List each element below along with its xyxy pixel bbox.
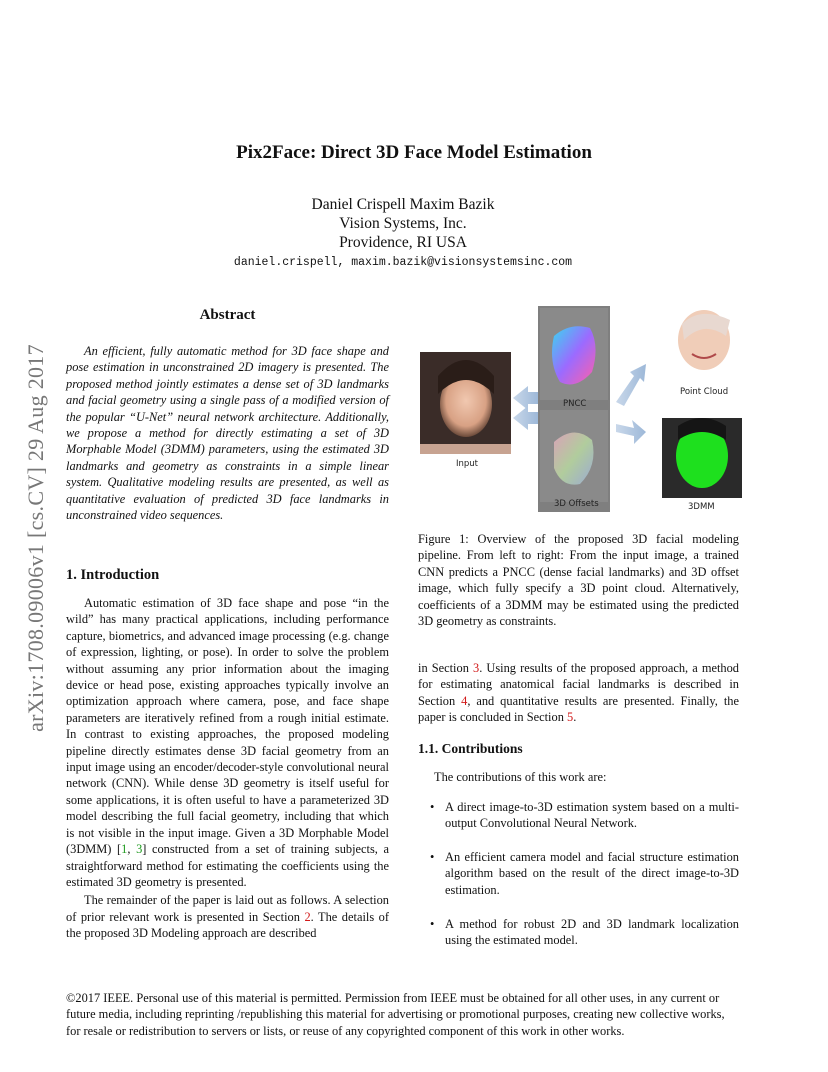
- bullet-dot: •: [430, 800, 435, 814]
- threedmm-image: [662, 418, 742, 498]
- intro-p1-comma: ,: [127, 842, 137, 857]
- outline-text-a: in Section: [418, 661, 473, 675]
- location: Providence, RI USA: [339, 234, 467, 251]
- intro-paragraph-1: [66, 595, 389, 890]
- right-column-paragraph: [418, 660, 739, 726]
- paper-title: Pix2Face: Direct 3D Face Model Estimation: [236, 142, 592, 163]
- figure-label-offsets: 3D Offsets: [554, 499, 599, 509]
- figure-label-3dmm: 3DMM: [688, 502, 715, 512]
- pncc-image: [540, 308, 608, 400]
- section-heading-introduction: 1. Introduction: [66, 567, 160, 583]
- abstract-paragraph: An efficient, fully automatic method for 3D face shape and pose estimation in unconstrained 2D imagery is presented. The proposed method jointly estimates a dense set of 3D landmarks and facial geometry using a single pass of a modified version of the popular “U-Net” neural network architecture. Additionally, we propose a method for directly estimating a set of 3D Morphable Model (3DMM) parameters, using the estimated 3D landmarks and geometry as constraints in a simple linear system. Qualitative modeling results are presented, as well as quantitative evaluation of predicted 3D face landmarks in unconstrained video sequences.: [66, 344, 389, 523]
- input-photo: [420, 352, 511, 454]
- section-link-3[interactable]: 3: [472, 661, 480, 675]
- list-item: [430, 849, 739, 898]
- list-item-text: A method for robust 2D and 3D landmark localization using the estimated model.: [445, 917, 739, 948]
- figure-1-caption: [418, 531, 739, 629]
- list-item-text: An efficient camera model and facial structure estimation algorithm based on the result of the direct image-to-3D estimation.: [445, 850, 739, 897]
- figure-label-point-cloud: Point Cloud: [680, 387, 729, 397]
- point-cloud-image: [678, 310, 730, 370]
- figure-label-input: Input: [456, 459, 479, 469]
- abstract-text: [66, 343, 389, 523]
- copyright-notice: ©2017 IEEE. Personal use of this material is permitted. Permission from IEEE must be obtained for all other uses, in any current or future media, including reprinting /republishing this material for advertising or promotional purposes, creating new collective works, for resale or redistribution to servers or lists, or reuse of any copyrighted component of this work in other works.: [66, 991, 725, 1038]
- bullet-dot: •: [430, 850, 435, 864]
- offsets-image: [540, 410, 608, 502]
- arxiv-stamp: [16, 344, 56, 732]
- section-heading-contributions: 1.1. Contributions: [418, 741, 523, 756]
- citation-link-1[interactable]: 1: [121, 842, 128, 857]
- outline-text-b: . Using results of the proposed approach, a method for estimating anatomical facial landmarks is described in Section: [418, 661, 739, 708]
- intro-p1-text-b: ] constructed from a set of training subjects, a straightforward method for estimating the coefficients using the estimated 3D geometry is presented.: [66, 842, 389, 889]
- introduction-body: [66, 595, 389, 942]
- outline-text-c: , and quantitative results are presented. Finally, the paper is concluded in Section: [418, 693, 739, 725]
- intro-p1-text-a: Automatic estimation of 3D face shape and pose “in the wild” has many practical applications, including performance capture, biometrics, and advanced image processing (e.g. change of expression, lighting, or pose). In order to solve the problem without assuming any prior information about the imaging device or head pose, existing approaches typically involve an optimization approach where camera, pose, and face shape parameters are iteratively refined from a rough initial estimate. In contrast to existing approaches, the proposed modeling pipeline directly estimates dense 3D facial geometry from an input image using an encoder/decoder-style convolutional neural network (CNN). While dense 3D geometry is itself useful for some applications, it is often useful to have a parameterized 3D model describing the full facial geometry, including that which is not visible in the input image. Given a 3D Morphable Model (3DMM) [: [66, 596, 389, 857]
- bullet-dot: •: [430, 917, 435, 931]
- abstract-heading: Abstract: [199, 307, 256, 323]
- intro-p2-text-a: The remainder of the paper is laid out as follows. A selection of prior relevant work is presented in Section: [66, 893, 389, 924]
- intro-p2-text-b: . The details of the proposed 3D Modeling approach are described: [66, 909, 389, 941]
- arxiv-stamp-text: arXiv:1708.09006v1 [cs.CV] 29 Aug 2017: [23, 344, 48, 732]
- figure-label-pncc: PNCC: [563, 399, 587, 409]
- author-email: daniel.crispell, maxim.bazik@visionsystemsinc.com: [233, 256, 573, 269]
- caption-text: Figure 1: Overview of the proposed 3D facial modeling pipeline. From left to right: From the input image, a trained CNN predicts a PNCC (dense facial landmarks) and 3D offset image, which fully specify a 3D point cloud. Alternatively, coefficients of a 3DMM may be estimated using the predicted 3D geometry as constraints.: [418, 532, 739, 629]
- list-item: [430, 799, 739, 832]
- contributions-intro: The contributions of this work are:: [434, 770, 607, 784]
- outline-paragraph: [418, 660, 739, 726]
- intro-paragraph-2: [66, 892, 389, 941]
- citation-link-3[interactable]: 3: [136, 842, 143, 857]
- outline-text-d: .: [573, 710, 577, 725]
- section-link-5[interactable]: 5: [567, 710, 574, 725]
- section-link-2[interactable]: 2: [304, 909, 311, 924]
- section-link-4[interactable]: 4: [461, 693, 468, 708]
- list-item: [430, 916, 739, 949]
- authors: Daniel Crispell Maxim Bazik: [311, 196, 495, 213]
- list-item-text: A direct image-to-3D estimation system based on a multi-output Convolutional Neural Network.: [445, 800, 739, 831]
- affiliation: Vision Systems, Inc.: [339, 215, 467, 232]
- figure-1-illustration: [420, 306, 742, 518]
- figure-1: [420, 306, 742, 518]
